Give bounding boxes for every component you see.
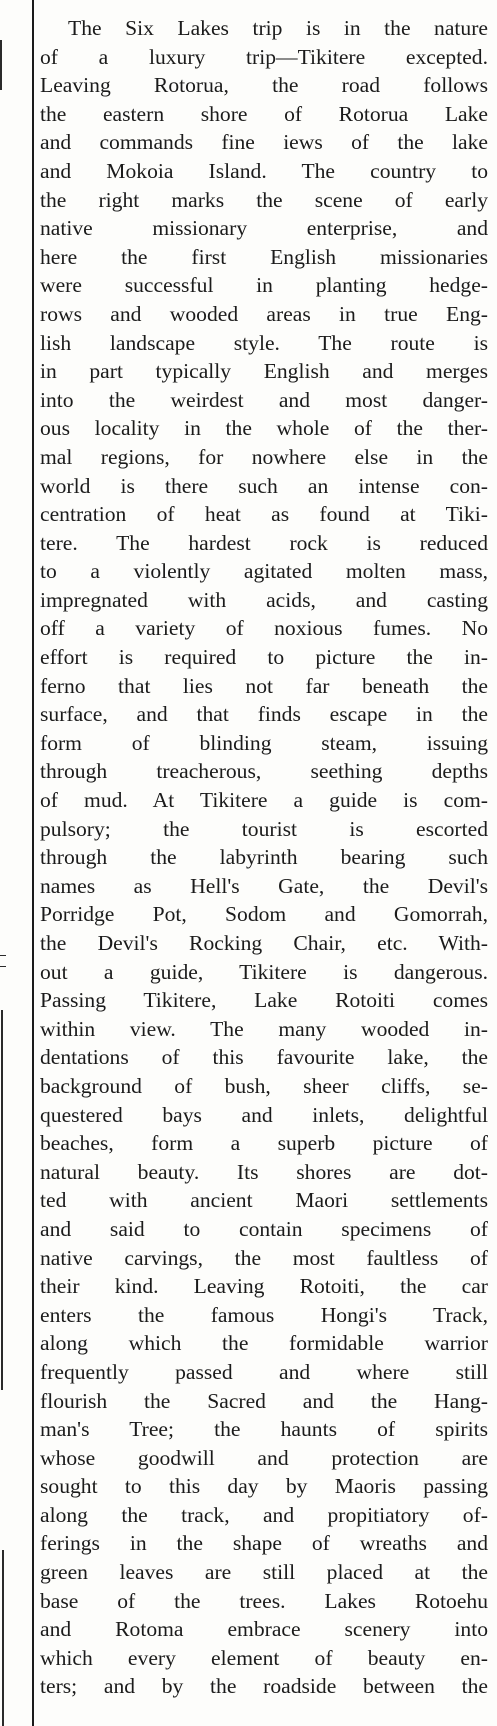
text-line: of mud. At Tikitere a guide is com-: [40, 788, 488, 813]
text-line: Passing Tikitere, Lake Rotoiti comes: [40, 988, 488, 1013]
text-line: beaches, form a superb picture of: [40, 1131, 488, 1156]
text-line: through the labyrinth bearing such: [40, 845, 488, 870]
text-line: along the track, and propitiatory of-: [40, 1502, 488, 1527]
text-line: within view. The many wooded in-: [40, 1016, 488, 1041]
text-line: ous locality in the whole of the ther-: [40, 416, 488, 441]
text-line: native carvings, the most faultless of: [40, 1245, 488, 1270]
text-line: effort is required to picture the in-: [40, 645, 488, 670]
text-line: Porridge Pot, Sodom and Gomorrah,: [40, 902, 488, 927]
text-line: impregnated with acids, and casting: [40, 587, 488, 612]
text-line: rows and wooded areas in true Eng-: [40, 301, 488, 326]
text-line: were successful in planting hedge-: [40, 273, 488, 298]
text-line: centration of heat as found at Tiki-: [40, 502, 488, 527]
text-line: into the weirdest and most danger-: [40, 387, 488, 412]
text-line: the Devil's Rocking Chair, etc. With-: [40, 931, 488, 955]
margin-mark: [0, 40, 2, 90]
text-line: to a violently agitated molten mass,: [40, 559, 488, 584]
text-line: sought to this day by Maoris passing: [40, 1474, 488, 1499]
margin-mark: [1, 1010, 3, 1390]
text-line: pulsory; the tourist is escorted: [40, 816, 488, 841]
text-line: and Mokoia Island. The country to: [40, 158, 488, 183]
text-line: flourish the Sacred and the Hang-: [40, 1388, 488, 1413]
text-line: whose goodwill and protection are: [40, 1445, 488, 1470]
text-line: form of blinding steam, issuing: [40, 730, 488, 755]
text-line: of a luxury trip—Tikitere excepted.: [40, 44, 488, 69]
margin-mark: [2, 1550, 4, 1726]
text-line: in part typically English and merges: [40, 359, 488, 384]
margin-mark: [0, 955, 6, 967]
text-line: background of bush, sheer cliffs, se-: [40, 1073, 488, 1098]
text-line: natural beauty. Its shores are dot-: [40, 1159, 488, 1184]
text-line: The Six Lakes trip is in the nature: [68, 16, 488, 40]
column-rule: [32, 0, 34, 1726]
text-line: their kind. Leaving Rotoiti, the car: [40, 1274, 488, 1299]
text-line: ferno that lies not far beneath the: [40, 673, 488, 698]
text-line: native missionary enterprise, and: [40, 216, 488, 241]
text-line: frequently passed and where still: [40, 1359, 488, 1384]
text-line: and commands fine iews of the lake: [40, 130, 488, 155]
text-line: Leaving Rotorua, the road follows: [40, 73, 488, 98]
text-line: out a guide, Tikitere is dangerous.: [40, 959, 488, 984]
text-line: tere. The hardest rock is reduced: [40, 530, 488, 555]
text-line: questered bays and inlets, delightful: [40, 1102, 488, 1127]
text-line: the right marks the scene of early: [40, 187, 488, 212]
text-line: surface, and that finds escape in the: [40, 702, 488, 727]
text-line: dentations of this favourite lake, the: [40, 1045, 488, 1070]
text-line: green leaves are still placed at the: [40, 1560, 488, 1585]
text-line: world is there such an intense con-: [40, 473, 488, 498]
text-line: here the first English missionaries: [40, 244, 488, 269]
text-line: off a variety of noxious fumes. No: [40, 616, 488, 641]
text-line: the eastern shore of Rotorua Lake: [40, 101, 488, 126]
text-line: base of the trees. Lakes Rotoehu: [40, 1588, 488, 1613]
text-line: ferings in the shape of wreaths and: [40, 1531, 488, 1556]
text-line: and Rotoma embrace scenery into: [40, 1617, 488, 1642]
text-line: man's Tree; the haunts of spirits: [40, 1417, 488, 1442]
text-line: enters the famous Hongi's Track,: [40, 1302, 488, 1327]
text-line: through treacherous, seething depths: [40, 759, 488, 784]
text-line: ters; and by the roadside between the: [40, 1674, 488, 1699]
text-line: names as Hell's Gate, the Devil's: [40, 873, 488, 898]
text-line: along which the formidable warrior: [40, 1331, 488, 1356]
text-line: and said to contain specimens of: [40, 1216, 488, 1241]
text-line: ted with ancient Maori settlements: [40, 1188, 488, 1213]
article-body: [40, 14, 488, 1701]
text-line: lish landscape style. The route is: [40, 330, 488, 355]
text-line: which every element of beauty en-: [40, 1645, 488, 1670]
text-line: mal regions, for nowhere else in the: [40, 444, 488, 469]
